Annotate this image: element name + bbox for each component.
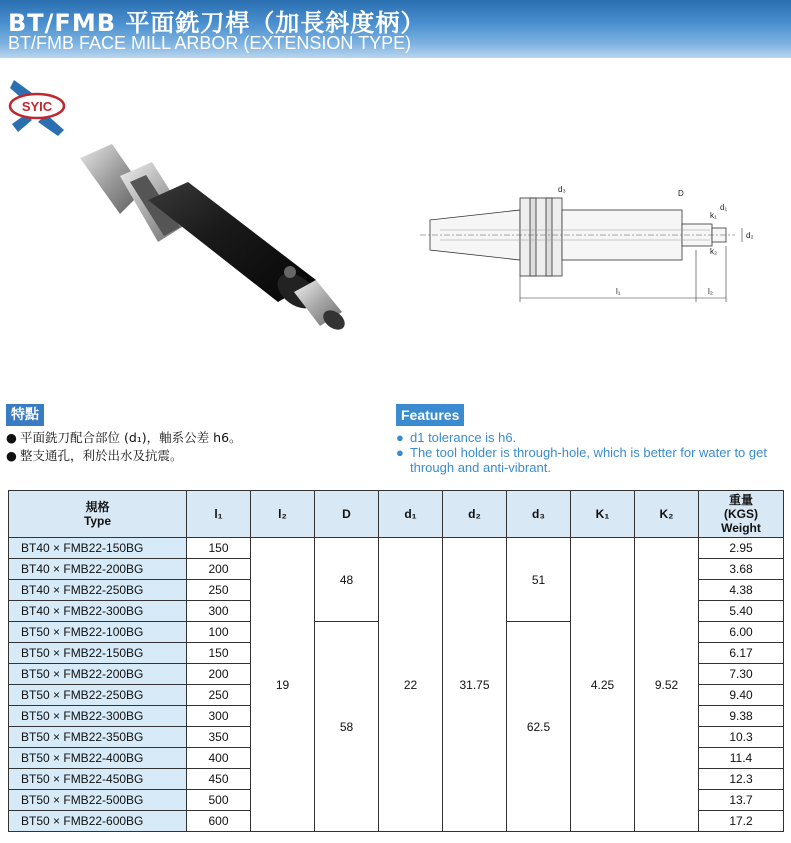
list-item: ● d1 tolerance is h6. [396, 430, 517, 445]
features-zh-label: 特點 [6, 404, 44, 426]
label-l2: l₂ [708, 287, 713, 296]
cell-type: BT50 × FMB22-450BG [9, 769, 187, 790]
spec-table [8, 490, 784, 832]
cell-weight: 7.30 [699, 664, 784, 685]
cell-weight: 6.17 [699, 643, 784, 664]
cell-type: BT50 × FMB22-350BG [9, 727, 187, 748]
cell-type: BT50 × FMB22-300BG [9, 706, 187, 727]
page-subtitle: BT/FMB FACE MILL ARBOR (EXTENSION TYPE) [8, 33, 412, 53]
cell-type: BT50 × FMB22-500BG [9, 790, 187, 811]
cell-type: BT50 × FMB22-250BG [9, 685, 187, 706]
cell-l1: 300 [187, 601, 251, 622]
cell-l1: 300 [187, 706, 251, 727]
cell-l1: 250 [187, 580, 251, 601]
label-k2: k₂ [710, 247, 718, 256]
cell-l1: 200 [187, 664, 251, 685]
cell-weight: 3.68 [699, 559, 784, 580]
cell-l1: 500 [187, 790, 251, 811]
cell-l1: 400 [187, 748, 251, 769]
cell-weight: 4.38 [699, 580, 784, 601]
cell-weight: 12.3 [699, 769, 784, 790]
cell-type: BT50 × FMB22-150BG [9, 643, 187, 664]
syic-logo [6, 74, 68, 138]
col-d1: d₁ [379, 491, 443, 538]
col-l2: l₂ [251, 491, 315, 538]
cell-l1: 150 [187, 643, 251, 664]
cell-k2: 9.52 [635, 538, 699, 832]
col-k2: K₂ [635, 491, 699, 538]
label-D: D [678, 189, 684, 198]
col-D: D [315, 491, 379, 538]
label-d1: d₁ [720, 203, 728, 212]
table-row [9, 538, 784, 559]
col-d3: d₃ [507, 491, 571, 538]
list-item: ● 整支通孔，利於出水及抗震。 [6, 448, 183, 463]
page-header [0, 0, 791, 58]
label-k1: k₁ [710, 211, 717, 220]
cell-type: BT40 × FMB22-300BG [9, 601, 187, 622]
cell-weight: 9.40 [699, 685, 784, 706]
cell-l1: 600 [187, 811, 251, 832]
features-en-label: Features [396, 404, 464, 426]
features-en-list [396, 430, 786, 475]
cell-type: BT40 × FMB22-200BG [9, 559, 187, 580]
dimension-drawing [420, 180, 790, 310]
cell-type: BT50 × FMB22-600BG [9, 811, 187, 832]
list-item: ● The tool holder is through-hole, which is better for water to get through and anti-vibrant. [396, 445, 767, 475]
cell-weight: 17.2 [699, 811, 784, 832]
cell-D-bt40: 48 [315, 538, 379, 622]
cell-type: BT50 × FMB22-100BG [9, 622, 187, 643]
cell-l2: 19 [251, 538, 315, 832]
page-title: BT/FMB 平面銑刀桿（加長斜度柄） [8, 9, 426, 37]
col-k1: K₁ [571, 491, 635, 538]
cell-d2: 31.75 [443, 538, 507, 832]
cell-weight: 11.4 [699, 748, 784, 769]
product-photo [72, 130, 362, 360]
cell-type: BT40 × FMB22-250BG [9, 580, 187, 601]
table-header-row [9, 491, 784, 538]
cell-D-bt50: 58 [315, 622, 379, 832]
label-d2: d₂ [746, 231, 754, 240]
cell-weight: 5.40 [699, 601, 784, 622]
features-zh-list [6, 430, 242, 466]
cell-weight: 2.95 [699, 538, 784, 559]
col-l1: l₁ [187, 491, 251, 538]
cell-l1: 200 [187, 559, 251, 580]
logo-text: SYIC [21, 99, 53, 114]
cell-l1: 250 [187, 685, 251, 706]
col-type: 規格 Type [9, 491, 187, 538]
list-item: ● 平面銑刀配合部位 (d₁)，軸系公差 h6。 [6, 430, 242, 445]
col-d2: d₂ [443, 491, 507, 538]
cell-weight: 9.38 [699, 706, 784, 727]
cell-l1: 350 [187, 727, 251, 748]
cell-l1: 100 [187, 622, 251, 643]
col-weight: 重量 (KGS) Weight [699, 491, 784, 538]
cell-weight: 13.7 [699, 790, 784, 811]
cell-l1: 150 [187, 538, 251, 559]
cell-k1: 4.25 [571, 538, 635, 832]
label-l1: l₁ [616, 287, 621, 296]
label-d3: d₃ [558, 185, 566, 194]
cell-weight: 6.00 [699, 622, 784, 643]
cell-d1: 22 [379, 538, 443, 832]
cell-d3-bt40: 51 [507, 538, 571, 622]
cell-d3-bt50: 62.5 [507, 622, 571, 832]
cell-l1: 450 [187, 769, 251, 790]
cell-weight: 10.3 [699, 727, 784, 748]
cell-type: BT40 × FMB22-150BG [9, 538, 187, 559]
cell-type: BT50 × FMB22-200BG [9, 664, 187, 685]
cell-type: BT50 × FMB22-400BG [9, 748, 187, 769]
